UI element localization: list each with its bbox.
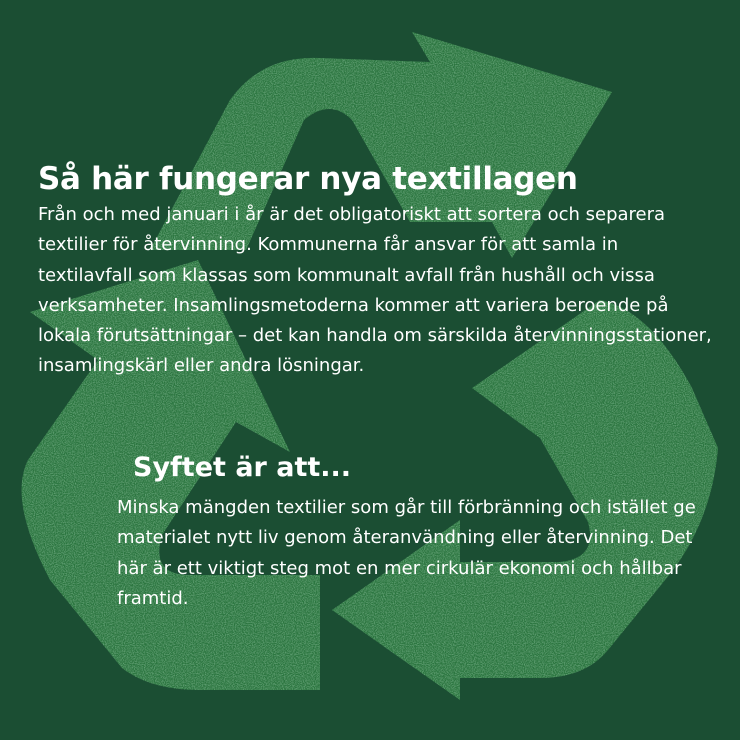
purpose-paragraph: Minska mängden textilier som går till förbränning och istället ge materialet nytt liv genom återanvändning eller återvinning. Det här är ett viktigt steg mot en mer cirkulär ekonomi och hållbar framtid. [117,497,696,609]
intro-paragraph: Från och med januari i år är det obligatoriskt att sortera och separera textilier för återvinning. Kommunerna får ansvar för att samla in textilavfall som klassas som kommunalt avfall från hushåll och vissa verksamheter. Insamlingsmetoderna kommer att variera beroende på lokala förutsättningar – det kan handla om särskilda återvinningsstationer, insamlingskärl eller andra lösningar. [38,204,712,377]
subheading: Syftet är att... [133,452,352,483]
headline: Så här fungerar nya textillagen [38,161,578,197]
